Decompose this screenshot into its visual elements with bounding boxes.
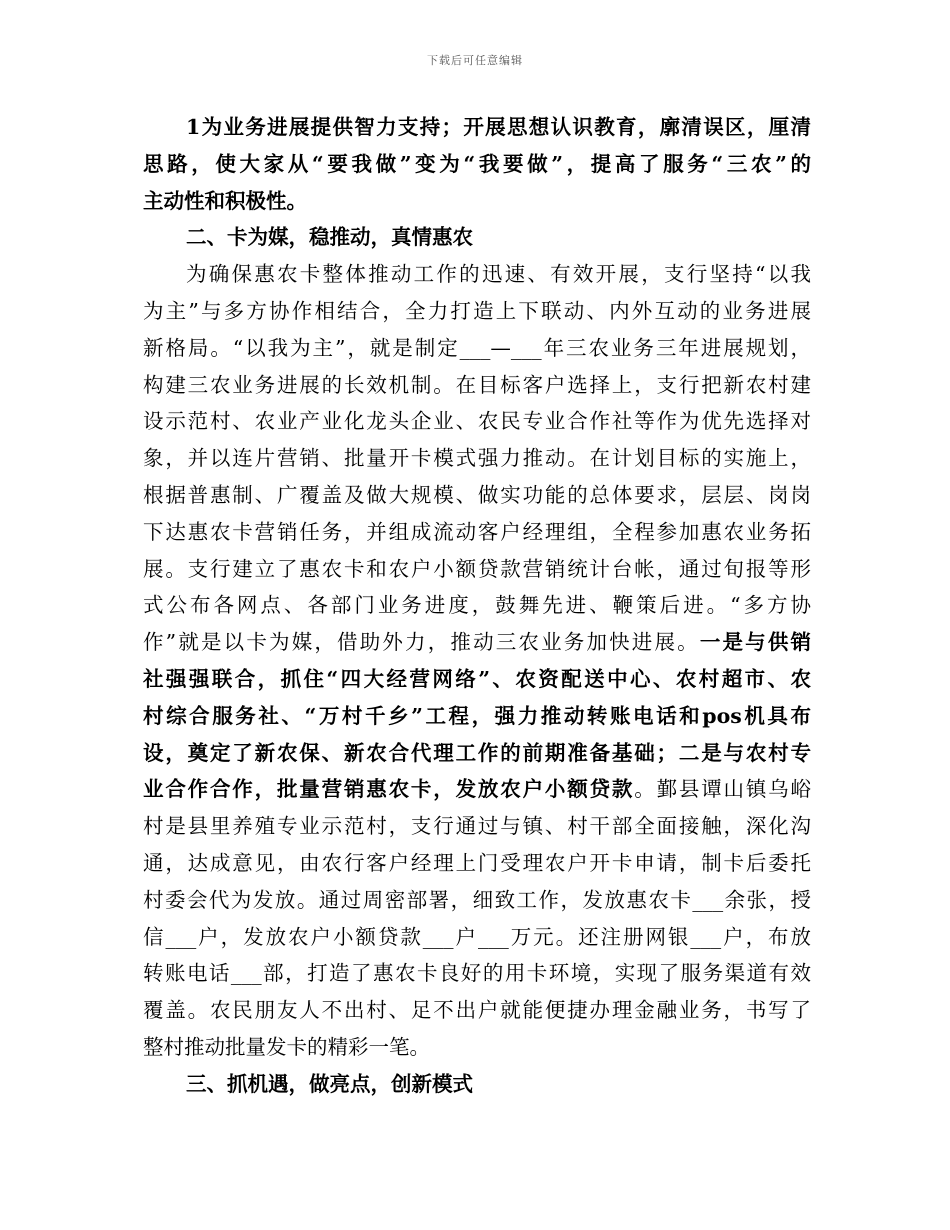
para2-line-20 [143,955,811,992]
para2-line-19 [143,919,811,956]
page-header: 下载后可任意编辑 [427,54,523,67]
para2-line-regular-text: 式公布各网点、各部门业务进度，鼓舞先进、鞭策后进。“多方协 [143,593,811,618]
para2-line-14 [143,735,811,772]
para2-line-regular-text: 为确保惠农卡整体推动工作的迅速、有效开展，支行坚持“以我 [186,262,811,287]
para2-line-15 [143,771,811,808]
para2-line-13 [143,698,811,735]
para1-line-1: 1为业务进展提供智力支持；开展思想认识教育，廓清误区，厘清 [186,115,811,139]
para2-line-17 [143,845,811,882]
section-heading-2: 二、卡为媒，稳推动，真情惠农 [186,225,473,250]
document-body [143,109,811,1103]
para2-line-regular-text: 村委会代为发放。通过周密部署，细致工作，发放惠农卡___余张，授 [143,887,811,912]
para2-line-regular-text: 构建三农业务进展的长效机制。在目标客户选择上，支行把新农村建 [143,372,811,397]
para2-line-regular-text: 通，达成意见，由农行客户经理上门受理农户开卡申请，制卡后委托 [143,850,811,875]
para2-line-regular-text: 覆盖。农民朋友人不出村、足不出户就能便捷办理金融业务，书写了 [143,998,811,1023]
para2-line-16 [143,808,811,845]
para2-line-regular-text: 象，并以连片营销、批量开卡模式强力推动。在计划目标的实施上， [143,446,811,471]
para2-line-regular-text: 下达惠农卡营销任务，并组成流动客户经理组，全程参加惠农业务拓 [143,519,811,544]
para2-line-regular-text: 展。支行建立了惠农卡和农户小额贷款营销统计台帐，通过旬报等形 [143,556,811,581]
para2-line-6 [143,440,811,477]
para2-line-bold-text: 村综合服务社、“万村千乡”工程，强力推动转账电话和pos机具布 [143,703,811,728]
section-2-paragraph [143,256,811,1066]
para2-line-regular-text: 。鄞县谭山镇乌峪 [634,777,812,802]
para2-line-21 [143,992,811,1029]
para2-line-9 [143,551,811,588]
para2-line-bold-text: 社强强联合，抓住“四大经营网络”、农资配送中心、农村超市、农 [143,666,811,691]
para2-line-4 [143,367,811,404]
para1-line-3: 主动性和积极性。 [143,188,307,213]
para2-line-regular-text: 作”就是以卡为媒，借助外力，推动三农业务加快进展。 [143,630,700,655]
para2-line-3 [143,330,811,367]
para2-line-regular-text: 信___户，发放农户小额贷款___户___万元。还注册网银___户，布放 [143,924,811,949]
para2-line-regular-text: 村是县里养殖专业示范村，支行通过与镇、村干部全面接触，深化沟 [143,814,811,839]
para2-line-7 [143,477,811,514]
para2-line-regular-text: 转账电话___部，打造了惠农卡良好的用卡环境，实现了服务渠道有效 [143,961,811,986]
para2-line-11 [143,624,811,661]
para2-line-1 [143,256,811,293]
para2-line-22 [143,1029,811,1066]
para2-line-10 [143,587,811,624]
para2-line-8 [143,514,811,551]
para2-line-regular-text: 根据普惠制、广覆盖及做大规模、做实功能的总体要求，层层、岗岗 [143,482,811,507]
para2-line-2 [143,293,811,330]
para2-line-regular-text: 整村推动批量发卡的精彩一笔。 [143,1034,430,1059]
para1-line-2: 思路，使大家从“要我做”变为“我要做”，提高了服务“三农”的 [143,151,811,176]
para2-line-regular-text: 新格局。“以我为主”，就是制定___—___年三农业务三年进展规划， [143,335,811,360]
section-heading-3: 三、抓机遇，做亮点，创新模式 [186,1071,473,1096]
para2-line-5 [143,403,811,440]
para2-line-regular-text: 设示范村、农业产业化龙头企业、农民专业合作社等作为优先选择对 [143,409,811,434]
para2-line-18 [143,882,811,919]
para2-line-bold-text: 业合作合作，批量营销惠农卡，发放农户小额贷款 [143,777,635,802]
para2-line-12 [143,661,811,698]
para2-line-bold-text: 一是与供销 [699,630,812,655]
para2-line-bold-text: 设，奠定了新农保、新农合代理工作的前期准备基础；二是与农村专 [143,740,811,765]
para2-line-regular-text: 为主”与多方协作相结合，全力打造上下联动、内外互动的业务进展 [143,298,811,323]
